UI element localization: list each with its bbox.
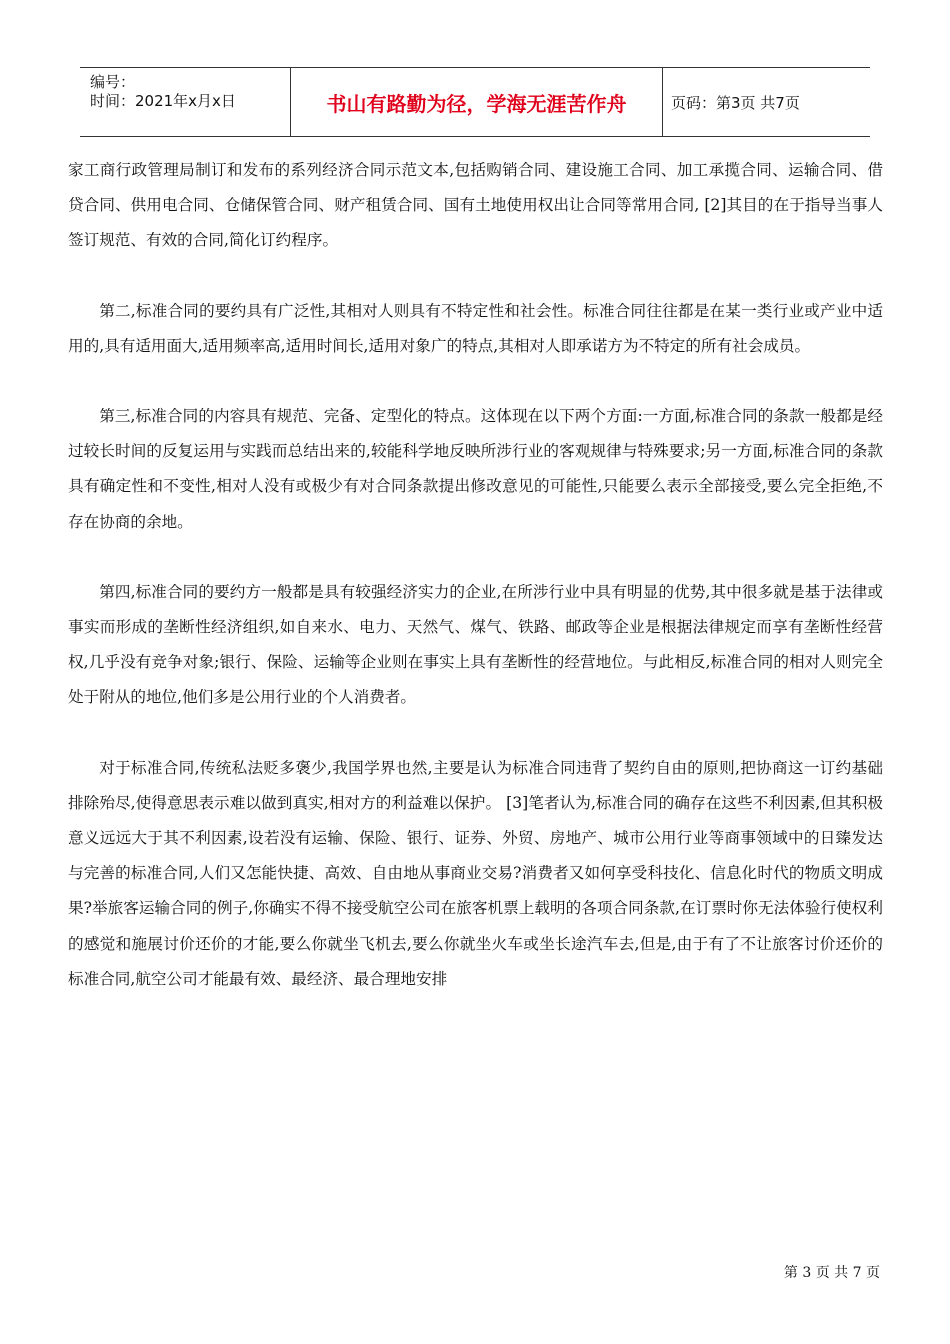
page-footer: 第 3 页 共 7 页 [783,1265,880,1281]
page-header [80,67,870,137]
header-meta [80,68,291,136]
document-number: 编号： [90,73,136,91]
header-page-label: 页码：第3页 共7页 [671,93,800,112]
paragraph-fourth: 第四,标准合同的要约方一般都是具有较强经济实力的企业,在所涉行业中具有明显的优势,其中很多就是基于法律或事实而形成的垄断性经济组织,如自来水、电力、天然气、煤气、铁路、邮政等企业是根据法律规定而享有垄断性经营权,几乎没有竞争对象;银行、保险、运输等企业则在事实上具有垄断性的经营地位。与此相反,标准合同的相对人则完全处于附从的地位,他们多是公用行业的个人消费者。 [68,582,883,707]
paragraph-fifth: 对于标准合同,传统私法贬多褒少,我国学界也然,主要是认为标准合同违背了契约自由的原则,把协商这一订约基础排除殆尽,使得意思表示难以做到真实,相对方的利益难以保护。 [3]笔者认为,标准合同的确存在这些不利因素,但其积极意义远远大于其不利因素,设若没有运输、保险、银行、证券、外贸、房地产、城市公用行业等商事领域中的日臻发达与完善的标准合同,人们又怎能快捷、高效、自由地从事商业交易?消费者又如何享受科技化、信息化时代的物质文明成果?举旅客运输合同的例子,你确实不得不接受航空公司在旅客机票上载明的各项合同条款,在订票时你无法体验行使权利的感觉和施展讨价还价的才能,要么你就坐飞机去,要么你就坐火车或坐长途汽车去,但是,由于有了不让旅客讨价还价的标准合同,航空公司才能最有效、最经济、最合理地安排 [68,758,883,988]
paragraph-continuation: 家工商行政管理局制订和发布的系列经济合同示范文本,包括购销合同、建设施工合同、加工承揽合同、运输合同、借贷合同、供用电合同、仓储保管合同、财产租赁合同、国有土地使用权出让合同等常用合同, [2]其目的在于指导当事人签订规范、有效的合同,简化订约程序。 [68,161,883,250]
paragraph-third: 第三,标准合同的内容具有规范、完备、定型化的特点。这体现在以下两个方面:一方面,标准合同的条款一般都是经过较长时间的反复运用与实践而总结出来的,较能科学地反映所涉行业的客观规律与特殊要求;另一方面,标准合同的条款具有确定性和不变性,相对人没有或极少有对合同条款提出修改意见的可能性,只能要么表示全部接受,要么完全拒绝,不存在协商的余地。 [68,407,883,531]
document-date: 时间：2021年x月x日 [90,92,236,110]
document-body [68,153,883,997]
paragraph-second: 第二,标准合同的要约具有广泛性,其相对人则具有不特定性和社会性。标准合同往往都是在某一类行业或产业中适用的,具有适用面大,适用频率高,适用时间长,适用对象广的特点,其相对人即承诺方为不特定的所有社会成员。 [68,301,883,355]
header-motto: 书山有路勤为径，学海无涯苦作舟 [291,68,663,136]
